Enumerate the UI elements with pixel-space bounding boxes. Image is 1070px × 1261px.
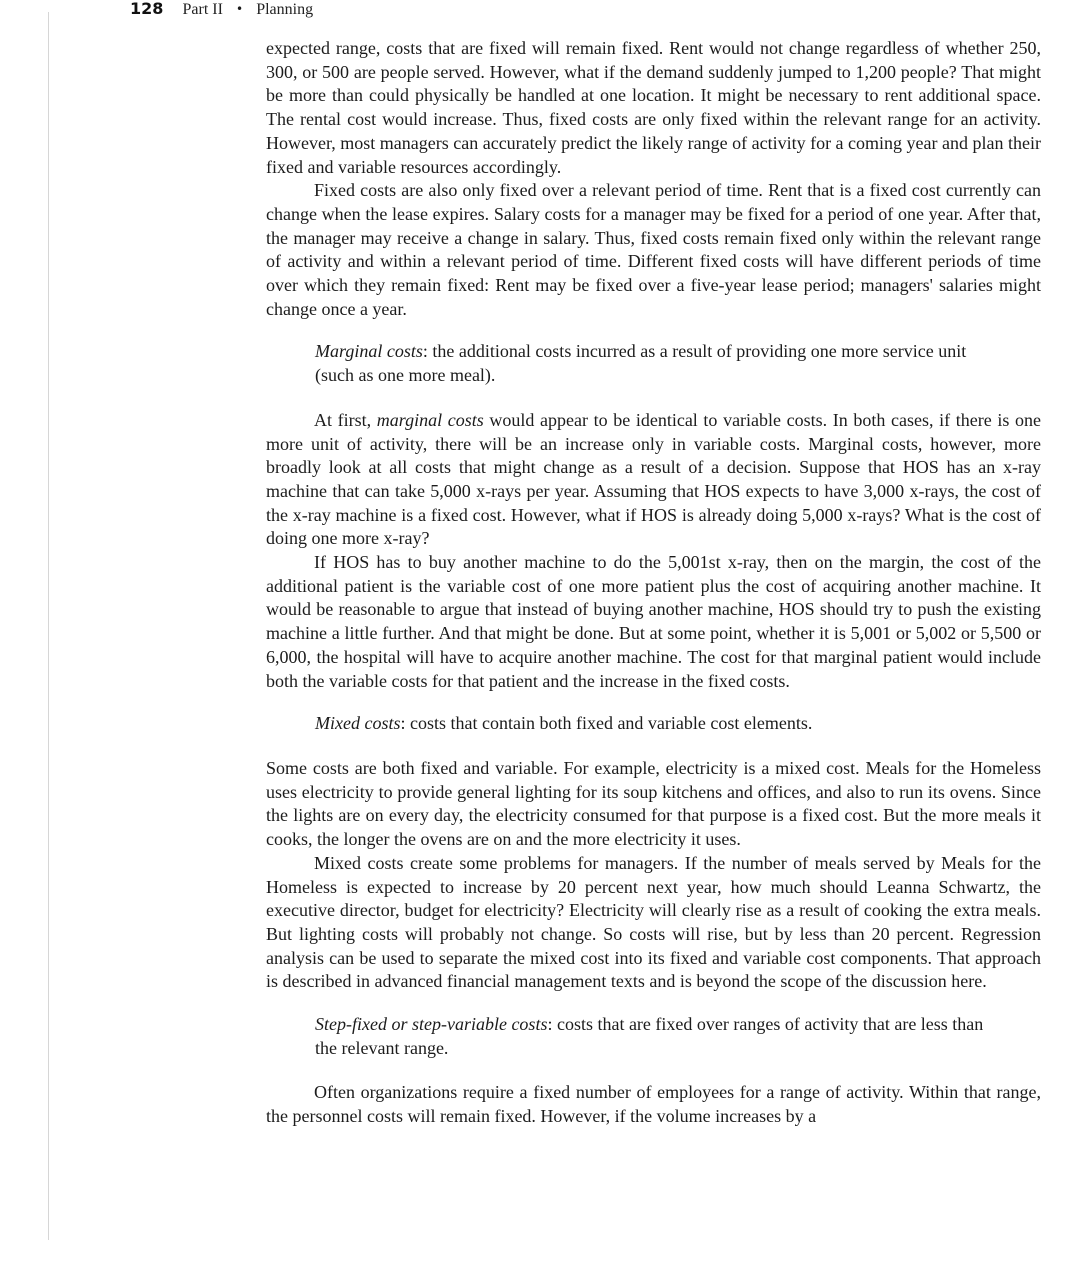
paragraph-mixed-costs: Some costs are both fixed and variable. For example, electricity is a mixed cost. Meals for the Homeless uses electricity to provide general lighting for its soup kitchens and offices, and also to run its ovens. Since the lights are on every day, the electricity consumed for that purpose is a fixed cost. But the more meals it cooks, the longer the ovens are on and the more electricity it uses. [266, 757, 1041, 850]
part-label: Part II [182, 1, 223, 18]
definition-mixed-costs [266, 712, 1005, 736]
term-step-costs: Step-fixed or step-variable costs [315, 1014, 548, 1035]
paragraph-relevant-period: Fixed costs are also only fixed over a relevant period of time. Rent that is a fixed cost currently can change when the lease expires. Salary costs for a manager may be fixed for a period of one year. After that, the manager may receive a change in salary. Thus, fixed costs remain fixed only within the relevant range of activity and within a relevant period of time. Different fixed costs will have different periods of time over which they remain fixed: Rent may be fixed over a five-year lease period; managers' salaries might change once a year. [266, 180, 1041, 319]
page-body [266, 37, 1041, 1129]
page-number: 128 [130, 0, 164, 18]
paragraph-marginal-lead: At first, [314, 409, 377, 430]
paragraph-marginal-rest: would appear to be identical to variable costs. In both cases, if there is one more unit of activity, there will be an increase only in variable costs. Marginal costs, however, more broadly look at all costs that might change as a result of a decision. Suppose that HOS has an x-ray machine that can take 5,000 x-rays per year. Assuming that HOS expects to have 3,000 x-rays, the cost of the x-ray machine is a fixed cost. However, what if HOS is already doing 5,000 x-rays? What is the cost of doing one more x-ray? [266, 409, 1041, 549]
definition-marginal-costs [266, 340, 1005, 387]
paragraph-mixed-problems: Mixed costs create some problems for managers. If the number of meals served by Meals for the Homeless is expected to increase by 20 percent next year, how much should Leanna Schwartz, the executive director, budget for electricity? Electricity will clearly rise as a result of cooking the extra meals. But lighting costs will probably not change. So costs will rise, but by less than 20 percent. Regression analysis can be used to separate the mixed cost into its fixed and variable cost components. That approach is described in advanced financial management texts and is beyond the scope of the discussion here. [266, 852, 1041, 992]
definition-marginal-text: : the additional costs incurred as a result of providing one more service unit (such as one more meal). [315, 341, 967, 386]
definition-step-text: : costs that are fixed over ranges of activity that are less than the relevant range. [315, 1014, 984, 1058]
paragraph-relevant-range: expected range, costs that are fixed will remain fixed. Rent would not change regardless of whether 250, 300, or 500 are people served. However, what if the demand suddenly jumped to 1,200 people? That might be more than could physically be handled at one location. It might be necessary to rent additional space. The rental cost would increase. Thus, fixed costs are only fixed within the relevant range for an activity. However, most managers can accurately predict the likely range of activity for a coming year and plan their fixed and variable resources accordingly. [266, 38, 1041, 177]
term-marginal-inline: marginal costs [376, 409, 484, 430]
definition-step-costs [266, 1013, 1005, 1060]
paragraph-step-costs: Often organizations require a fixed number of employees for a range of activity. Within that range, the personnel costs will remain fixed. However, if the volume increases by a [266, 1082, 1041, 1127]
term-marginal-costs: Marginal costs [315, 341, 423, 362]
running-head [130, 0, 313, 20]
margin-rule [48, 12, 49, 1240]
bullet-separator: • [236, 2, 244, 16]
section-label: Planning [256, 1, 314, 18]
term-mixed-costs: Mixed costs [315, 713, 401, 734]
paragraph-marginal-costs [266, 409, 1041, 551]
definition-mixed-text: : costs that contain both fixed and variable cost elements. [400, 713, 813, 734]
paragraph-xray-machine: If HOS has to buy another machine to do the 5,001st x-ray, then on the margin, the cost of the additional patient is the variable cost of one more patient plus the cost of acquiring another machine. It would be reasonable to argue that instead of buying another machine, HOS should try to push the existing machine a little further. And that might be done. But at some point, whether it is 5,001 or 5,002 or 5,500 or 6,000, the hospital will have to acquire another machine. The cost for that marginal patient would include both the variable costs for that patient and the increase in the fixed costs. [266, 552, 1041, 691]
